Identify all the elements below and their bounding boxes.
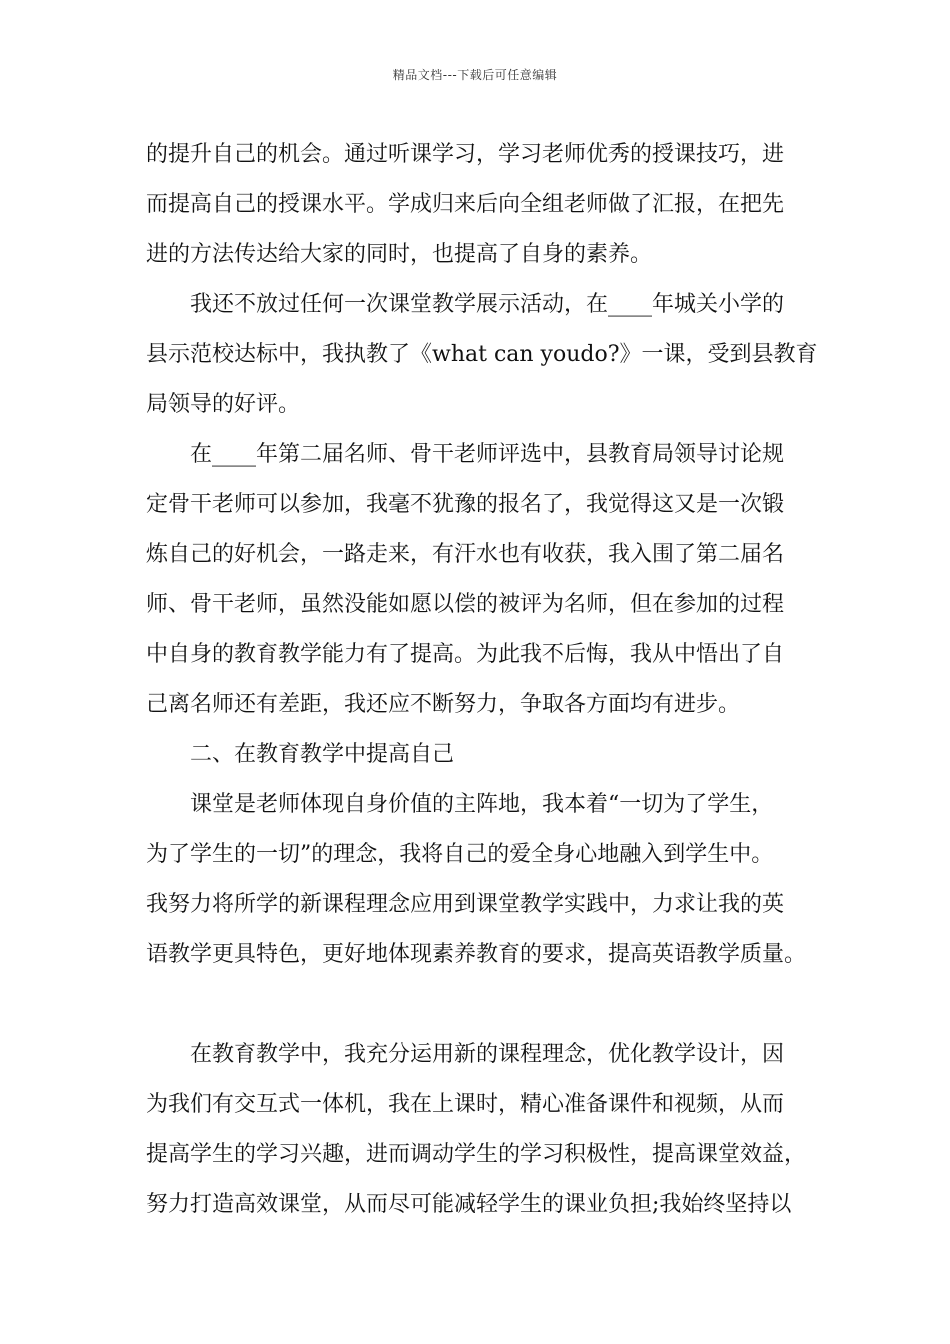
page-header: 精品文档---下载后可任意编辑	[392, 68, 558, 82]
paragraph-start-line: 我还不放过任何一次课堂教学展示活动，在____年城关小学的	[190, 292, 785, 317]
text-line: 县示范校达标中，我执教了《what can youdo?》一课，受到县教育	[146, 342, 818, 367]
text-line: 定骨干老师可以参加，我毫不犹豫的报名了，我觉得这又是一次锻	[146, 492, 785, 517]
text-line: 师、骨干老师，虽然没能如愿以偿的被评为名师，但在参加的过程	[146, 592, 785, 617]
paragraph-gap	[146, 980, 826, 1030]
text-line: 努力打造高效课堂，从而尽可能减轻学生的课业负担;我始终坚持以	[146, 1192, 792, 1217]
text-line: 为我们有交互式一体机，我在上课时，精心准备课件和视频，从而	[146, 1092, 785, 1117]
text-line: 局领导的好评。	[146, 392, 301, 417]
text-line: 我努力将所学的新课程理念应用到课堂教学实践中，力求让我的英	[146, 892, 785, 917]
text-line: 中自身的教育教学能力有了提高。为此我不后悔，我从中悟出了自	[146, 642, 785, 667]
text-line: 语教学更具特色，更好地体现素养教育的要求，提高英语教学质量。	[146, 942, 807, 967]
text-line: 炼自己的好机会，一路走来，有汗水也有收获，我入围了第二届名	[146, 542, 785, 567]
paragraph-start-line: 课堂是老师体现自身价值的主阵地，我本着“一切为了学生，	[190, 792, 774, 817]
text-line: 提高学生的学习兴趣，进而调动学生的学习积极性，提高课堂效益，	[146, 1142, 807, 1167]
text-line: 的提升自己的机会。通过听课学习，学习老师优秀的授课技巧，进	[146, 142, 785, 167]
document-body	[146, 130, 826, 1230]
text-line: 为了学生的一切”的理念，我将自己的爱全身心地融入到学生中。	[146, 842, 774, 867]
text-line: 进的方法传达给大家的同时，也提高了自身的素养。	[146, 242, 653, 267]
paragraph-start-line: 在教育教学中，我充分运用新的课程理念，优化教学设计，因	[190, 1042, 785, 1067]
section-heading: 二、在教育教学中提高自己	[190, 742, 455, 767]
paragraph-start-line: 在____年第二届名师、骨干老师评选中，县教育局领导讨论规	[190, 442, 785, 467]
text-line: 己离名师还有差距，我还应不断努力，争取各方面均有进步。	[146, 692, 741, 717]
text-line: 而提高自己的授课水平。学成归来后向全组老师做了汇报，在把先	[146, 192, 785, 217]
